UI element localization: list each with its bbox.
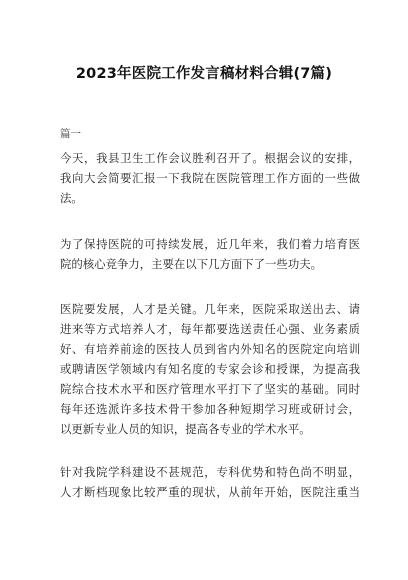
paragraph-line: 好、有培养前途的医技人员到省内外知名的医院定向培训 [60,342,360,356]
paragraph-line: 或聘请医学领域内有知名度的专家会诊和授课，为提高我 [60,362,360,376]
paragraph-line: 院的核心竞争力，主要在以下几方面下了一些功夫。 [60,257,322,271]
paragraph-line: 院综合技术水平和医疗管理水平打下了坚实的基础。同时 [60,382,360,396]
paragraph-line: 每年还选派许多技术骨干参加各种短期学习班或研讨会， [60,402,360,416]
paragraph-line: 针对我院学科建设不甚规范，专科优势和特色尚不明显， [60,465,360,479]
paragraph-1 [60,148,360,208]
paragraph-line: 今天，我县卫生工作会议胜利召开了。根据会议的安排， [60,151,360,165]
document-title: 2023年医院工作发言稿材料合辑(7篇) [75,66,333,82]
paragraph-4 [60,462,360,502]
paragraph-2 [60,234,360,274]
paragraph-line: 我向大会简要汇报一下我院在医院管理工作方面的一些做 [60,171,360,185]
paragraph-line: 法。 [60,191,83,205]
paragraph-line: 进来等方式培养人才，每年都要选送责任心强、业务素质 [60,322,360,336]
paragraph-line: 医院要发展，人才是关键。几年来，医院采取送出去、请 [60,302,360,316]
paragraph-line: 为了保持医院的可持续发展，近几年来，我们着力培育医 [60,237,360,251]
paragraph-line: 以更新专业人员的知识，提高各专业的学术水平。 [60,422,311,436]
paragraph-3 [60,299,360,439]
section-label-block [60,124,360,144]
section-label: 篇一 [60,128,81,140]
paragraph-line: 人才断档现象比较严重的现状，从前年开始，医院注重当 [60,485,360,499]
